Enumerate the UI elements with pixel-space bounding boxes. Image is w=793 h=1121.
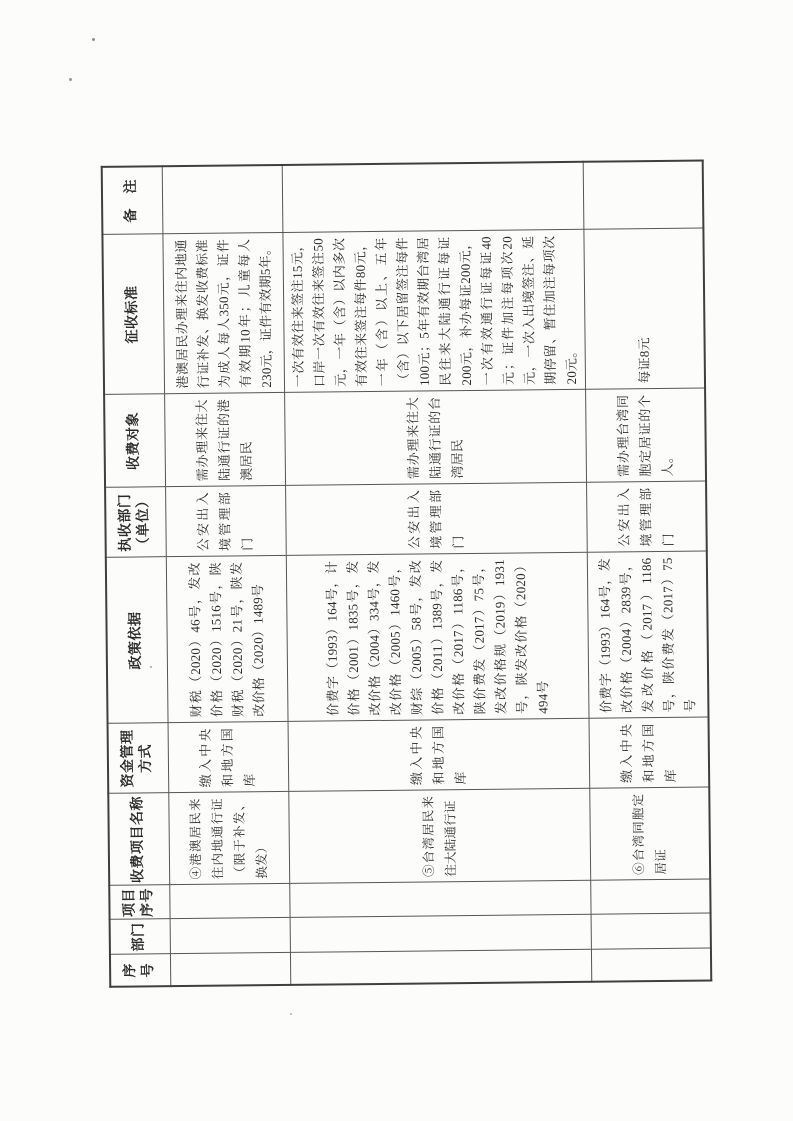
table-row <box>583 161 712 982</box>
cell-dept <box>591 914 711 950</box>
cell-policy-basis: 价费字（1993）164号，发改价格（2004）2839号，发改价格（2017）1186号，陕价费发（2017）75号 <box>587 552 709 719</box>
header-payer: 收费对象 <box>104 394 165 488</box>
cell-payer: 需办理台湾同胞定居证的个人。 <box>585 389 706 483</box>
scan-speck <box>290 1013 292 1015</box>
cell-item-no <box>169 884 289 919</box>
header-seq-no: 序号 <box>110 954 170 987</box>
cell-dept <box>290 915 591 953</box>
cell-remarks <box>282 162 584 233</box>
cell-fee-standard: 一次有效往来签注15元，口岸一次有效往来签注50元，一年（含）以内多次有效往来签注每件80元，一年（含）以上、五年（含）以下居留签注每件100元；5年有效期台湾居民往来大陆通行证每证200元，补办每证200元，一次有效通行证每证40元；证件加注每项次20元，一次入出境签注、延期停留、暂住加注每项次20元。 <box>282 230 585 393</box>
rotated-table-container <box>101 162 698 988</box>
cell-remarks <box>583 161 704 230</box>
cell-seq-no <box>591 949 711 982</box>
cell-collecting-dept: 公安出入境管理部门 <box>285 483 587 556</box>
cell-fund-mgmt: 缴入中央和地方国库 <box>589 718 710 789</box>
header-dept: 部门 <box>110 919 170 955</box>
cell-fee-standard: 港澳居民办理来往内地通行证补发、换发收费标准为成人每人350元，证件有效期10年；儿童每人230元，证件有效期5年。 <box>162 233 284 394</box>
header-item-name: 收费项目名称 <box>108 793 169 886</box>
header-collecting-dept: 执收部门 （单位） <box>105 487 166 558</box>
cell-fee-standard: 每证8元 <box>583 229 705 390</box>
cell-collecting-dept: 公安出入境管理部门 <box>165 486 286 557</box>
cell-policy-basis: 财税（2020）46号，发改价格（2020）1516号，陕财税（2020）21号，陕发改价格（2020）1489号 <box>166 556 288 723</box>
cell-seq-no <box>170 953 290 986</box>
cell-seq-no <box>290 950 591 985</box>
header-fund-mgmt: 资金管理 方式 <box>108 723 169 794</box>
cell-remarks <box>162 165 283 234</box>
header-fee-standard: 征收标准 <box>102 234 164 395</box>
cell-item-name: ④港澳居民来往内地通行证（限于补发、换发） <box>168 792 289 885</box>
cell-item-name: ⑥台湾同胞定居证 <box>589 788 710 881</box>
cell-collecting-dept: 公安出入境管理部门 <box>586 482 707 553</box>
cell-payer: 需办理来往大陆通行证的台湾居民 <box>284 390 586 486</box>
cell-item-no <box>289 881 590 918</box>
fee-table <box>101 160 713 988</box>
cell-policy-basis: 价费字（1993）164号，计价格（2001）1835号，发改价格（2004）334号，发改价格（2005）1460号，财综（2005）58号，发改价格（2011）1389号，发改价格（2017）1186号，陕价费发（2017）75号，发改价格规（2019）1931号，陕发改价格（2020）494号 <box>286 553 589 722</box>
cell-dept <box>170 918 290 954</box>
scan-speck <box>69 78 72 81</box>
scan-speck <box>92 38 95 41</box>
cell-fund-mgmt: 缴入中央和地方国库 <box>168 722 289 793</box>
header-policy-basis: 政策依据 <box>106 557 168 724</box>
cell-fund-mgmt: 缴入中央和地方国库 <box>288 719 590 792</box>
cell-item-name: ⑤台湾居民来往大陆通行证 <box>288 789 590 884</box>
header-remarks: 备 注 <box>102 166 163 235</box>
header-item-no: 项目 序号 <box>109 885 169 920</box>
cell-payer: 需办理来往大陆通行证的港澳居民 <box>164 393 285 487</box>
header-row <box>102 166 171 987</box>
table-row <box>282 162 592 985</box>
table-row <box>162 165 291 986</box>
cell-item-no <box>590 880 710 915</box>
